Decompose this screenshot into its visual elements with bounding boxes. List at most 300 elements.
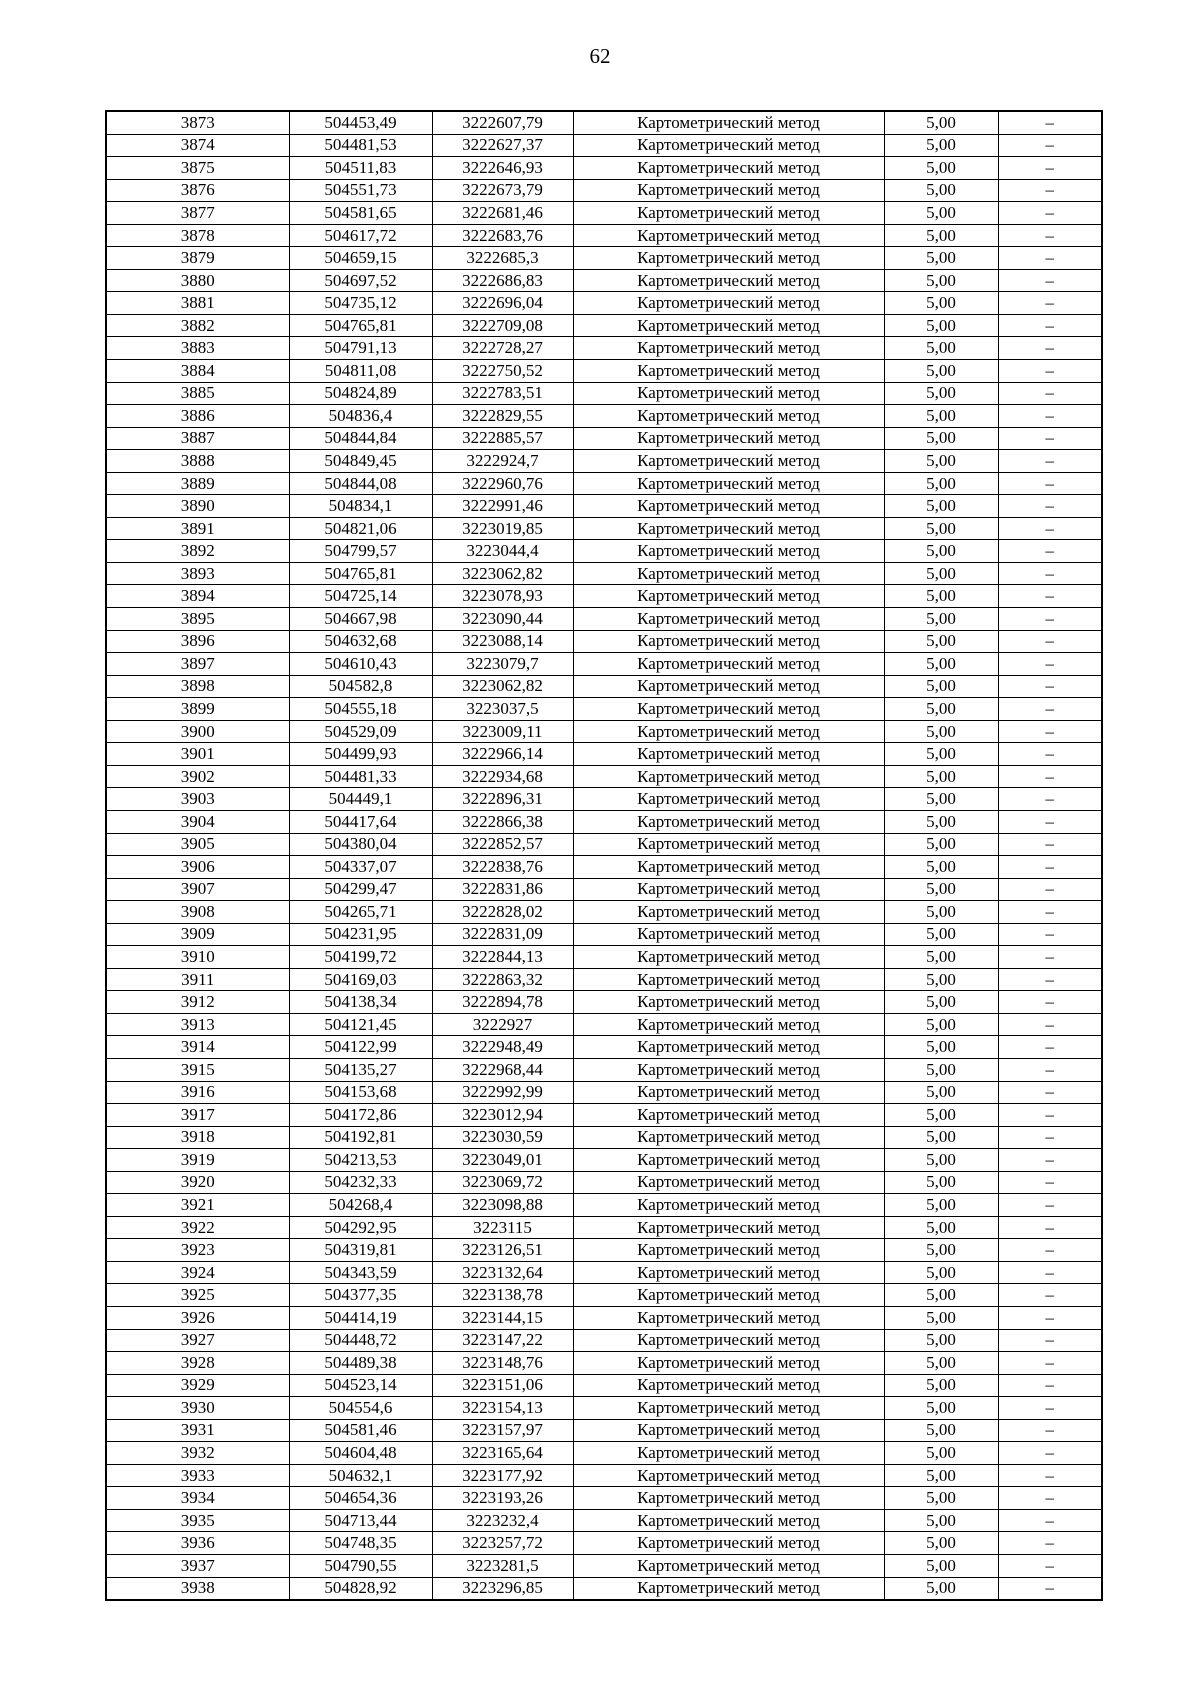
y-coordinate-cell: 3223090,44 (432, 608, 573, 631)
point-number-cell: 3935 (106, 1509, 289, 1532)
point-number-cell: 3900 (106, 720, 289, 743)
x-coordinate-cell: 504697,52 (289, 269, 432, 292)
accuracy-cell: 5,00 (884, 1036, 998, 1059)
y-coordinate-cell: 3222948,49 (432, 1036, 573, 1059)
point-number-cell: 3890 (106, 495, 289, 518)
description-cell: – (998, 788, 1102, 811)
method-cell: Картометрический метод (573, 1419, 884, 1442)
method-cell: Картометрический метод (573, 134, 884, 157)
description-cell: – (998, 337, 1102, 360)
table-row (106, 562, 1102, 585)
y-coordinate-cell: 3223037,5 (432, 698, 573, 721)
point-number-cell: 3931 (106, 1419, 289, 1442)
description-cell: – (998, 1397, 1102, 1420)
y-coordinate-cell: 3222683,76 (432, 224, 573, 247)
x-coordinate-cell: 504481,33 (289, 765, 432, 788)
method-cell: Картометрический метод (573, 562, 884, 585)
y-coordinate-cell: 3222831,09 (432, 923, 573, 946)
table-row (106, 1577, 1102, 1600)
point-number-cell: 3887 (106, 427, 289, 450)
table-row (106, 720, 1102, 743)
table-row (106, 1509, 1102, 1532)
description-cell: – (998, 1464, 1102, 1487)
table-row (106, 946, 1102, 969)
x-coordinate-cell: 504617,72 (289, 224, 432, 247)
y-coordinate-cell: 3223281,5 (432, 1555, 573, 1578)
y-coordinate-cell: 3223157,97 (432, 1419, 573, 1442)
table-row (106, 157, 1102, 180)
table-row (106, 1532, 1102, 1555)
x-coordinate-cell: 504319,81 (289, 1239, 432, 1262)
description-cell: – (998, 292, 1102, 315)
method-cell: Картометрический метод (573, 292, 884, 315)
description-cell: – (998, 1306, 1102, 1329)
x-coordinate-cell: 504414,19 (289, 1306, 432, 1329)
description-cell: – (998, 1058, 1102, 1081)
description-cell: – (998, 1555, 1102, 1578)
point-number-cell: 3909 (106, 923, 289, 946)
table-row (106, 1555, 1102, 1578)
x-coordinate-cell: 504554,6 (289, 1397, 432, 1420)
y-coordinate-cell: 3222894,78 (432, 991, 573, 1014)
x-coordinate-cell: 504135,27 (289, 1058, 432, 1081)
point-number-cell: 3922 (106, 1216, 289, 1239)
y-coordinate-cell: 3222750,52 (432, 360, 573, 383)
table-row (106, 1442, 1102, 1465)
point-number-cell: 3888 (106, 450, 289, 473)
point-number-cell: 3928 (106, 1352, 289, 1375)
x-coordinate-cell: 504231,95 (289, 923, 432, 946)
point-number-cell: 3892 (106, 540, 289, 563)
table-row (106, 247, 1102, 270)
accuracy-cell: 5,00 (884, 991, 998, 1014)
method-cell: Картометрический метод (573, 1171, 884, 1194)
point-number-cell: 3920 (106, 1171, 289, 1194)
description-cell: – (998, 1532, 1102, 1555)
method-cell: Картометрический метод (573, 1532, 884, 1555)
x-coordinate-cell: 504834,1 (289, 495, 432, 518)
table-row (106, 743, 1102, 766)
point-number-cell: 3893 (106, 562, 289, 585)
description-cell: – (998, 923, 1102, 946)
description-cell: – (998, 1352, 1102, 1375)
point-number-cell: 3910 (106, 946, 289, 969)
method-cell: Картометрический метод (573, 495, 884, 518)
table-row (106, 968, 1102, 991)
accuracy-cell: 5,00 (884, 1058, 998, 1081)
description-cell: – (998, 1081, 1102, 1104)
method-cell: Картометрический метод (573, 314, 884, 337)
y-coordinate-cell: 3222844,13 (432, 946, 573, 969)
accuracy-cell: 5,00 (884, 923, 998, 946)
description-cell: – (998, 1216, 1102, 1239)
table-row (106, 382, 1102, 405)
table-row (106, 991, 1102, 1014)
y-coordinate-cell: 3223147,22 (432, 1329, 573, 1352)
point-number-cell: 3907 (106, 878, 289, 901)
x-coordinate-cell: 504725,14 (289, 585, 432, 608)
table-row (106, 360, 1102, 383)
accuracy-cell: 5,00 (884, 405, 998, 428)
description-cell: – (998, 427, 1102, 450)
description-cell: – (998, 517, 1102, 540)
point-number-cell: 3886 (106, 405, 289, 428)
y-coordinate-cell: 3223257,72 (432, 1532, 573, 1555)
y-coordinate-cell: 3222728,27 (432, 337, 573, 360)
y-coordinate-cell: 3223177,92 (432, 1464, 573, 1487)
x-coordinate-cell: 504122,99 (289, 1036, 432, 1059)
accuracy-cell: 5,00 (884, 720, 998, 743)
y-coordinate-cell: 3223232,4 (432, 1509, 573, 1532)
point-number-cell: 3934 (106, 1487, 289, 1510)
x-coordinate-cell: 504377,35 (289, 1284, 432, 1307)
accuracy-cell: 5,00 (884, 675, 998, 698)
y-coordinate-cell: 3222607,79 (432, 111, 573, 134)
table-row (106, 923, 1102, 946)
point-number-cell: 3933 (106, 1464, 289, 1487)
method-cell: Картометрический метод (573, 1329, 884, 1352)
method-cell: Картометрический метод (573, 968, 884, 991)
point-number-cell: 3898 (106, 675, 289, 698)
x-coordinate-cell: 504268,4 (289, 1194, 432, 1217)
point-number-cell: 3918 (106, 1126, 289, 1149)
y-coordinate-cell: 3222991,46 (432, 495, 573, 518)
y-coordinate-cell: 3223296,85 (432, 1577, 573, 1600)
method-cell: Картометрический метод (573, 427, 884, 450)
y-coordinate-cell: 3222673,79 (432, 179, 573, 202)
point-number-cell: 3906 (106, 856, 289, 879)
point-number-cell: 3895 (106, 608, 289, 631)
description-cell: – (998, 495, 1102, 518)
y-coordinate-cell: 3223098,88 (432, 1194, 573, 1217)
accuracy-cell: 5,00 (884, 314, 998, 337)
y-coordinate-cell: 3222828,02 (432, 901, 573, 924)
table-row (106, 427, 1102, 450)
x-coordinate-cell: 504213,53 (289, 1149, 432, 1172)
table-row (106, 134, 1102, 157)
method-cell: Картометрический метод (573, 1284, 884, 1307)
point-number-cell: 3877 (106, 202, 289, 225)
x-coordinate-cell: 504337,07 (289, 856, 432, 879)
y-coordinate-cell: 3223049,01 (432, 1149, 573, 1172)
point-number-cell: 3924 (106, 1261, 289, 1284)
y-coordinate-cell: 3222966,14 (432, 743, 573, 766)
y-coordinate-cell: 3223115 (432, 1216, 573, 1239)
table-row (106, 1397, 1102, 1420)
method-cell: Картометрический метод (573, 1464, 884, 1487)
accuracy-cell: 5,00 (884, 111, 998, 134)
table-row (106, 472, 1102, 495)
method-cell: Картометрический метод (573, 653, 884, 676)
method-cell: Картометрический метод (573, 901, 884, 924)
accuracy-cell: 5,00 (884, 1352, 998, 1375)
description-cell: – (998, 224, 1102, 247)
x-coordinate-cell: 504844,08 (289, 472, 432, 495)
point-number-cell: 3925 (106, 1284, 289, 1307)
x-coordinate-cell: 504713,44 (289, 1509, 432, 1532)
y-coordinate-cell: 3223009,11 (432, 720, 573, 743)
point-number-cell: 3894 (106, 585, 289, 608)
x-coordinate-cell: 504659,15 (289, 247, 432, 270)
method-cell: Картометрический метод (573, 743, 884, 766)
method-cell: Картометрический метод (573, 405, 884, 428)
accuracy-cell: 5,00 (884, 1577, 998, 1600)
x-coordinate-cell: 504232,33 (289, 1171, 432, 1194)
y-coordinate-cell: 3222696,04 (432, 292, 573, 315)
method-cell: Картометрический метод (573, 337, 884, 360)
x-coordinate-cell: 504811,08 (289, 360, 432, 383)
x-coordinate-cell: 504511,83 (289, 157, 432, 180)
description-cell: – (998, 1194, 1102, 1217)
accuracy-cell: 5,00 (884, 269, 998, 292)
point-number-cell: 3938 (106, 1577, 289, 1600)
description-cell: – (998, 450, 1102, 473)
accuracy-cell: 5,00 (884, 1081, 998, 1104)
method-cell: Картометрический метод (573, 1487, 884, 1510)
x-coordinate-cell: 504417,64 (289, 810, 432, 833)
method-cell: Картометрический метод (573, 765, 884, 788)
accuracy-cell: 5,00 (884, 202, 998, 225)
y-coordinate-cell: 3223012,94 (432, 1104, 573, 1127)
table-row (106, 1081, 1102, 1104)
x-coordinate-cell: 504828,92 (289, 1577, 432, 1600)
point-number-cell: 3874 (106, 134, 289, 157)
point-number-cell: 3921 (106, 1194, 289, 1217)
accuracy-cell: 5,00 (884, 360, 998, 383)
table-row (106, 653, 1102, 676)
table-row (106, 111, 1102, 134)
accuracy-cell: 5,00 (884, 1442, 998, 1465)
method-cell: Картометрический метод (573, 1149, 884, 1172)
description-cell: – (998, 1036, 1102, 1059)
y-coordinate-cell: 3223030,59 (432, 1126, 573, 1149)
description-cell: – (998, 946, 1102, 969)
x-coordinate-cell: 504799,57 (289, 540, 432, 563)
method-cell: Картометрический метод (573, 810, 884, 833)
table-row (106, 1149, 1102, 1172)
x-coordinate-cell: 504199,72 (289, 946, 432, 969)
point-number-cell: 3911 (106, 968, 289, 991)
x-coordinate-cell: 504824,89 (289, 382, 432, 405)
method-cell: Картометрический метод (573, 698, 884, 721)
x-coordinate-cell: 504299,47 (289, 878, 432, 901)
x-coordinate-cell: 504265,71 (289, 901, 432, 924)
x-coordinate-cell: 504849,45 (289, 450, 432, 473)
x-coordinate-cell: 504153,68 (289, 1081, 432, 1104)
accuracy-cell: 5,00 (884, 856, 998, 879)
y-coordinate-cell: 3223132,64 (432, 1261, 573, 1284)
accuracy-cell: 5,00 (884, 630, 998, 653)
point-number-cell: 3926 (106, 1306, 289, 1329)
method-cell: Картометрический метод (573, 382, 884, 405)
y-coordinate-cell: 3223126,51 (432, 1239, 573, 1262)
x-coordinate-cell: 504481,53 (289, 134, 432, 157)
method-cell: Картометрический метод (573, 1555, 884, 1578)
x-coordinate-cell: 504610,43 (289, 653, 432, 676)
x-coordinate-cell: 504790,55 (289, 1555, 432, 1578)
description-cell: – (998, 111, 1102, 134)
x-coordinate-cell: 504765,81 (289, 562, 432, 585)
x-coordinate-cell: 504551,73 (289, 179, 432, 202)
method-cell: Картометрический метод (573, 1013, 884, 1036)
description-cell: – (998, 1374, 1102, 1397)
accuracy-cell: 5,00 (884, 1149, 998, 1172)
table-row (106, 1374, 1102, 1397)
point-number-cell: 3884 (106, 360, 289, 383)
table-row (106, 292, 1102, 315)
method-cell: Картометрический метод (573, 585, 884, 608)
x-coordinate-cell: 504581,46 (289, 1419, 432, 1442)
method-cell: Картометрический метод (573, 1126, 884, 1149)
method-cell: Картометрический метод (573, 179, 884, 202)
method-cell: Картометрический метод (573, 224, 884, 247)
method-cell: Картометрический метод (573, 450, 884, 473)
point-number-cell: 3914 (106, 1036, 289, 1059)
x-coordinate-cell: 504654,36 (289, 1487, 432, 1510)
description-cell: – (998, 1239, 1102, 1262)
method-cell: Картометрический метод (573, 1104, 884, 1127)
accuracy-cell: 5,00 (884, 1126, 998, 1149)
table-row (106, 1306, 1102, 1329)
method-cell: Картометрический метод (573, 1306, 884, 1329)
x-coordinate-cell: 504499,93 (289, 743, 432, 766)
method-cell: Картометрический метод (573, 1036, 884, 1059)
y-coordinate-cell: 3222960,76 (432, 472, 573, 495)
description-cell: – (998, 968, 1102, 991)
accuracy-cell: 5,00 (884, 946, 998, 969)
table-row (106, 337, 1102, 360)
x-coordinate-cell: 504735,12 (289, 292, 432, 315)
description-cell: – (998, 134, 1102, 157)
table-row (106, 1261, 1102, 1284)
point-number-cell: 3927 (106, 1329, 289, 1352)
y-coordinate-cell: 3223154,13 (432, 1397, 573, 1420)
method-cell: Картометрический метод (573, 720, 884, 743)
coordinates-table-body (106, 111, 1102, 1600)
accuracy-cell: 5,00 (884, 517, 998, 540)
description-cell: – (998, 698, 1102, 721)
y-coordinate-cell: 3223044,4 (432, 540, 573, 563)
description-cell: – (998, 1487, 1102, 1510)
y-coordinate-cell: 3222686,83 (432, 269, 573, 292)
method-cell: Картометрический метод (573, 540, 884, 563)
table-row (106, 314, 1102, 337)
point-number-cell: 3875 (106, 157, 289, 180)
y-coordinate-cell: 3223193,26 (432, 1487, 573, 1510)
method-cell: Картометрический метод (573, 878, 884, 901)
accuracy-cell: 5,00 (884, 134, 998, 157)
y-coordinate-cell: 3223165,64 (432, 1442, 573, 1465)
point-number-cell: 3915 (106, 1058, 289, 1081)
point-number-cell: 3880 (106, 269, 289, 292)
accuracy-cell: 5,00 (884, 1216, 998, 1239)
x-coordinate-cell: 504523,14 (289, 1374, 432, 1397)
accuracy-cell: 5,00 (884, 608, 998, 631)
accuracy-cell: 5,00 (884, 585, 998, 608)
x-coordinate-cell: 504121,45 (289, 1013, 432, 1036)
table-row (106, 202, 1102, 225)
description-cell: – (998, 1126, 1102, 1149)
table-row (106, 1171, 1102, 1194)
x-coordinate-cell: 504604,48 (289, 1442, 432, 1465)
description-cell: – (998, 991, 1102, 1014)
table-row (106, 1487, 1102, 1510)
method-cell: Картометрический метод (573, 833, 884, 856)
x-coordinate-cell: 504844,84 (289, 427, 432, 450)
method-cell: Картометрический метод (573, 269, 884, 292)
method-cell: Картометрический метод (573, 1261, 884, 1284)
accuracy-cell: 5,00 (884, 1464, 998, 1487)
accuracy-cell: 5,00 (884, 833, 998, 856)
method-cell: Картометрический метод (573, 1397, 884, 1420)
table-row (106, 1126, 1102, 1149)
accuracy-cell: 5,00 (884, 562, 998, 585)
x-coordinate-cell: 504765,81 (289, 314, 432, 337)
y-coordinate-cell: 3222709,08 (432, 314, 573, 337)
table-row (106, 1329, 1102, 1352)
accuracy-cell: 5,00 (884, 1013, 998, 1036)
table-row (106, 856, 1102, 879)
method-cell: Картометрический метод (573, 202, 884, 225)
point-number-cell: 3937 (106, 1555, 289, 1578)
y-coordinate-cell: 3223062,82 (432, 562, 573, 585)
accuracy-cell: 5,00 (884, 653, 998, 676)
x-coordinate-cell: 504292,95 (289, 1216, 432, 1239)
y-coordinate-cell: 3223088,14 (432, 630, 573, 653)
y-coordinate-cell: 3222934,68 (432, 765, 573, 788)
x-coordinate-cell: 504192,81 (289, 1126, 432, 1149)
accuracy-cell: 5,00 (884, 1374, 998, 1397)
point-number-cell: 3917 (106, 1104, 289, 1127)
point-number-cell: 3916 (106, 1081, 289, 1104)
description-cell: – (998, 720, 1102, 743)
point-number-cell: 3899 (106, 698, 289, 721)
x-coordinate-cell: 504581,65 (289, 202, 432, 225)
description-cell: – (998, 878, 1102, 901)
point-number-cell: 3905 (106, 833, 289, 856)
description-cell: – (998, 1171, 1102, 1194)
point-number-cell: 3897 (106, 653, 289, 676)
y-coordinate-cell: 3222627,37 (432, 134, 573, 157)
point-number-cell: 3903 (106, 788, 289, 811)
table-row (106, 765, 1102, 788)
description-cell: – (998, 202, 1102, 225)
description-cell: – (998, 360, 1102, 383)
y-coordinate-cell: 3222681,46 (432, 202, 573, 225)
y-coordinate-cell: 3222992,99 (432, 1081, 573, 1104)
accuracy-cell: 5,00 (884, 1239, 998, 1262)
point-number-cell: 3923 (106, 1239, 289, 1262)
description-cell: – (998, 1442, 1102, 1465)
method-cell: Картометрический метод (573, 247, 884, 270)
table-row (106, 224, 1102, 247)
accuracy-cell: 5,00 (884, 450, 998, 473)
point-number-cell: 3876 (106, 179, 289, 202)
y-coordinate-cell: 3223062,82 (432, 675, 573, 698)
point-number-cell: 3878 (106, 224, 289, 247)
x-coordinate-cell: 504529,09 (289, 720, 432, 743)
accuracy-cell: 5,00 (884, 901, 998, 924)
point-number-cell: 3908 (106, 901, 289, 924)
description-cell: – (998, 540, 1102, 563)
table-row (106, 788, 1102, 811)
accuracy-cell: 5,00 (884, 1397, 998, 1420)
table-row (106, 269, 1102, 292)
point-number-cell: 3912 (106, 991, 289, 1014)
y-coordinate-cell: 3223151,06 (432, 1374, 573, 1397)
description-cell: – (998, 856, 1102, 879)
method-cell: Картометрический метод (573, 1374, 884, 1397)
